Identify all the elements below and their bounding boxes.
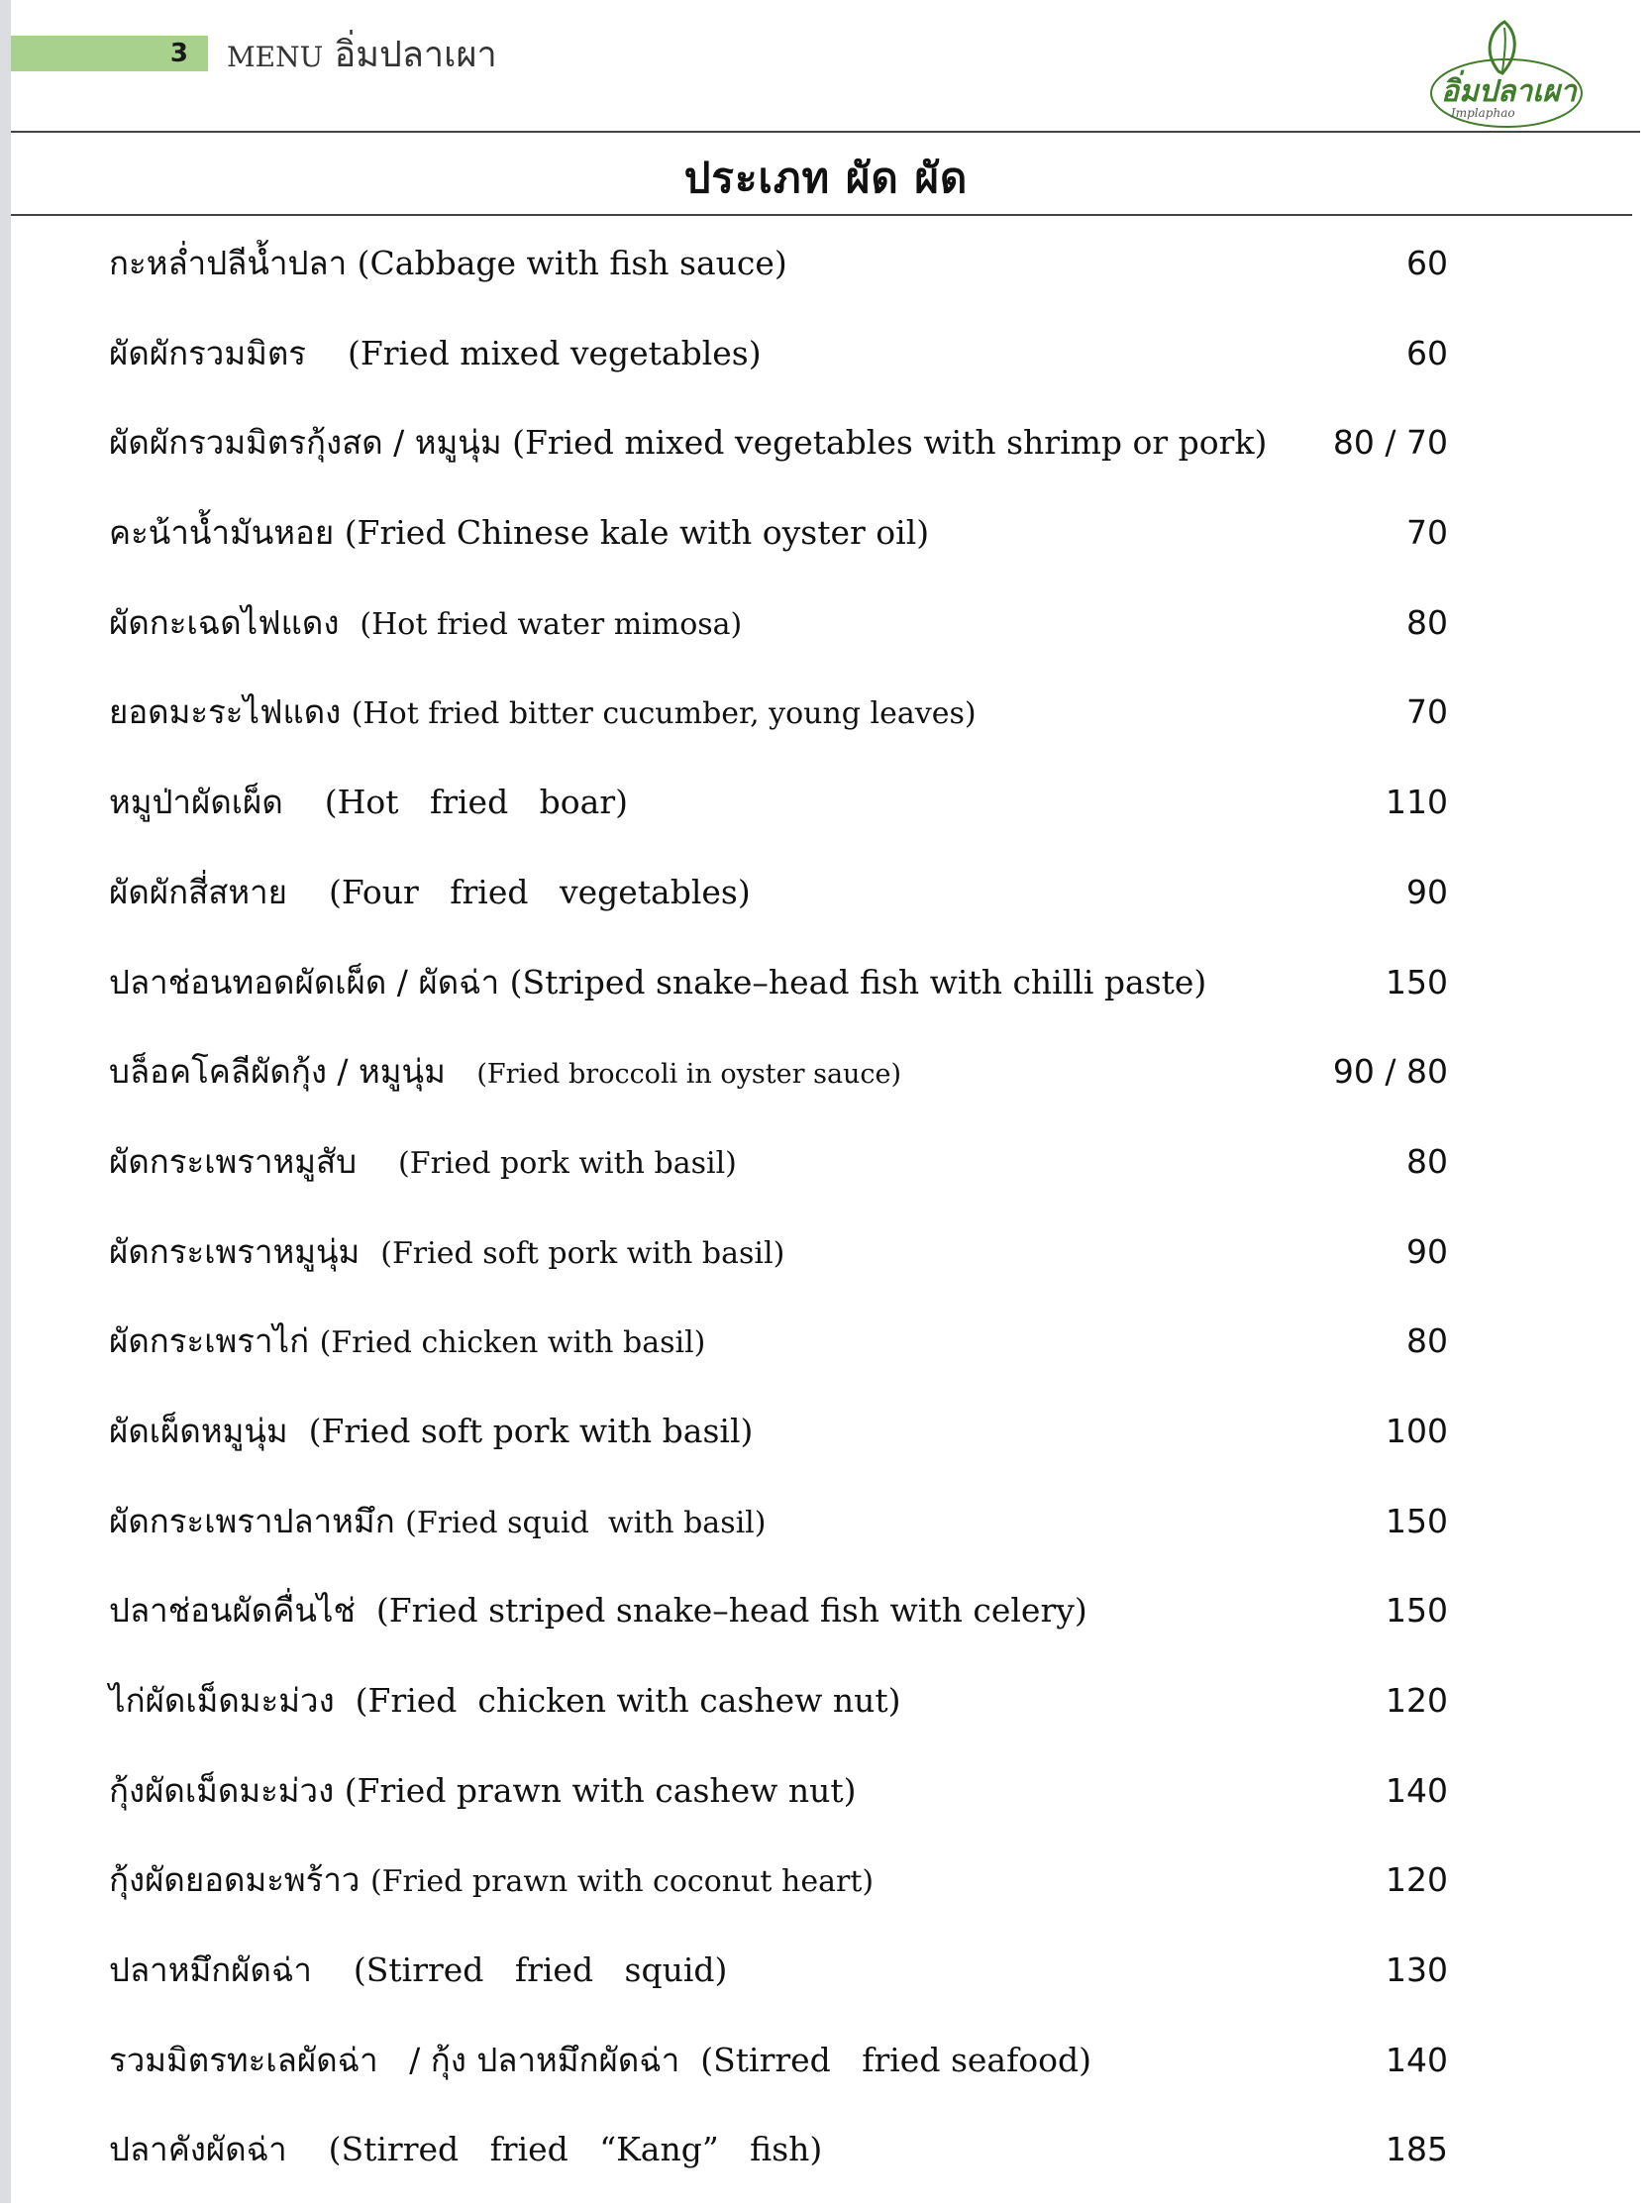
menu-item	[109, 775, 1448, 865]
menu-item	[109, 1044, 1448, 1134]
logo-text: อิ่มปลาเผา	[1441, 74, 1577, 109]
menu-item-english: (Four fried vegetables)	[328, 872, 751, 911]
menu-item-thai: ผัดกระเพราไก่	[109, 1321, 320, 1361]
menu-item-name	[109, 415, 1267, 471]
menu-item-name	[109, 775, 628, 830]
menu-item-price: 90	[1406, 1231, 1448, 1271]
menu-item-thai: ผัดผักรวมมิตร	[109, 333, 348, 372]
menu-item-thai: ผัดกระเพราปลาหมึก	[109, 1501, 406, 1540]
menu-item-english: (Hot fried water mimosa)	[360, 606, 743, 642]
menu-item-thai: ผัดกระเพราหมูสับ	[109, 1141, 399, 1181]
menu-item-name	[109, 1583, 1087, 1638]
menu-item-thai: ผัดผักรวมมิตรกุ้งสด / หมูนุ่ม	[109, 423, 513, 463]
menu-item	[109, 1314, 1448, 1404]
menu-item-price: 130	[1386, 1950, 1448, 1990]
menu-item	[109, 955, 1448, 1045]
menu-item	[109, 1583, 1448, 1673]
menu-restaurant-name: อิ่มปลาเผา	[334, 35, 497, 75]
menu-item-name	[109, 1943, 727, 1998]
menu-item-price: 90	[1406, 872, 1448, 911]
menu-item-english: (Fried striped snake–head fish with celery)	[375, 1591, 1087, 1631]
menu-item-name	[109, 1494, 766, 1551]
menu-item-thai: ผัดผักสี่สหาย	[109, 872, 329, 911]
menu-item	[109, 1852, 1448, 1943]
menu-item-english: (Fried pork with basil)	[398, 1145, 737, 1181]
menu-item	[109, 1763, 1448, 1853]
menu-item-price: 70	[1406, 513, 1448, 553]
menu-item-name	[109, 505, 929, 561]
menu-item-english: (Fried prawn with cashew nut)	[344, 1770, 857, 1810]
menu-item-english: (Fried chicken with cashew nut)	[355, 1681, 901, 1720]
menu-item-price: 120	[1386, 1681, 1448, 1720]
menu-item-english: (Fried prawn with coconut heart)	[369, 1864, 875, 1900]
menu-item-thai: ยอดมะระไฟแดง	[109, 692, 352, 732]
menu-item-thai: หมูป่าผัดเผ็ด	[109, 783, 325, 822]
menu-item	[109, 1673, 1448, 1763]
menu-item-price: 80	[1406, 602, 1448, 642]
menu-item-thai: กะหล่ำปลีน้ำปลา	[109, 244, 358, 282]
menu-item-price: 120	[1386, 1860, 1448, 1900]
menu-item-english: (Stirred fried seafood)	[700, 2040, 1092, 2079]
menu-item-name	[109, 1404, 753, 1459]
menu-item-name	[109, 2033, 1091, 2088]
section-title: ประเภท ผัด ผัด	[683, 154, 969, 202]
menu-item	[109, 2033, 1448, 2123]
menu-item-english: (Fried squid with basil)	[405, 1505, 767, 1540]
menu-item-english: (Fried chicken with basil)	[319, 1325, 706, 1361]
menu-item-price: 60	[1406, 333, 1448, 372]
menu-item	[109, 415, 1448, 505]
menu-item-price: 140	[1386, 2040, 1448, 2079]
menu-item-english: (Fried mixed vegetables)	[347, 333, 762, 372]
menu-item	[109, 1494, 1448, 1584]
menu-item-name	[109, 1044, 901, 1103]
menu-item-thai: ผัดกะเฉดไฟแดง	[109, 602, 361, 642]
menu-item-name	[109, 685, 977, 742]
header-divider	[11, 131, 1640, 133]
menu-item	[109, 1224, 1448, 1315]
menu-item-thai: ปลาหมึกผัดฉ่า	[109, 1950, 354, 1990]
menu-item-thai: คะน้าน้ำมันหอย	[109, 513, 345, 553]
menu-item-price: 150	[1386, 1591, 1448, 1631]
menu-item-thai: ผัดเผ็ดหมูนุ่ม	[109, 1411, 309, 1450]
menu-item-price: 185	[1386, 2130, 1448, 2169]
menu-item-thai: กุ้งผัดเม็ดมะม่วง	[109, 1770, 345, 1810]
menu-item	[109, 685, 1448, 775]
menu-item-list	[109, 236, 1448, 2212]
menu-label: MENU	[227, 41, 324, 73]
menu-item-english: (Fried broccoli in oyster sauce)	[476, 1059, 902, 1091]
page-number-band: 3	[11, 36, 208, 71]
menu-item-price: 80 / 70	[1332, 423, 1448, 463]
menu-item-name	[109, 865, 751, 920]
menu-item-thai: ผัดกระเพราหมูนุ่ม	[109, 1231, 381, 1271]
menu-item-name	[109, 1852, 874, 1910]
menu-item-name	[109, 1673, 901, 1729]
menu-item-english: (Stirred fried “Kang” fish)	[328, 2130, 823, 2169]
menu-item-price: 90 / 80	[1332, 1052, 1448, 1092]
menu-item-name	[109, 595, 742, 653]
menu-item-thai: รวมมิตรทะเลผัดฉ่า / กุ้ง ปลาหมึกผัดฉ่า	[109, 2040, 701, 2079]
menu-item	[109, 1134, 1448, 1224]
menu-item-price: 70	[1406, 692, 1448, 732]
menu-item-price: 110	[1386, 783, 1448, 822]
menu-item-thai: ปลาช่อนทอดผัดเผ็ด / ผัดฉ่า	[109, 962, 510, 1001]
menu-item-english: (Hot fried bitter cucumber, young leaves)	[351, 696, 977, 732]
menu-item-thai: บล็อคโคลีผัดกุ้ง / หมูนุ่ม	[109, 1052, 477, 1092]
menu-item-name	[109, 236, 787, 291]
menu-item-price: 60	[1406, 244, 1448, 282]
restaurant-logo	[1427, 18, 1586, 133]
menu-item-english: (Striped snake–head fish with chilli paste)	[509, 962, 1207, 1001]
menu-item-english: (Fried mixed vegetables with shrimp or pork)	[512, 423, 1268, 463]
menu-item-name	[109, 1763, 857, 1819]
menu-item	[109, 2122, 1448, 2212]
menu-item-name	[109, 2122, 822, 2177]
menu-item	[109, 326, 1448, 416]
menu-item-thai: ไก่ผัดเม็ดมะม่วง	[109, 1681, 356, 1720]
left-page-edge	[0, 0, 11, 2203]
menu-item-english: (Stirred fried squid)	[353, 1950, 728, 1990]
menu-item-name	[109, 1224, 784, 1282]
menu-item	[109, 505, 1448, 595]
menu-item	[109, 865, 1448, 955]
menu-item-name	[109, 955, 1206, 1010]
menu-item-price: 80	[1406, 1321, 1448, 1361]
menu-item	[109, 1943, 1448, 2033]
menu-item	[109, 1404, 1448, 1494]
logo-subtext: Implaphao	[1451, 106, 1515, 120]
menu-item-thai: ปลาช่อนผัดคื่นไช่	[109, 1591, 376, 1631]
menu-item-name	[109, 1134, 737, 1192]
menu-title	[227, 34, 497, 79]
menu-item-price: 150	[1386, 1501, 1448, 1540]
menu-item-price: 80	[1406, 1141, 1448, 1181]
menu-item-price: 150	[1386, 962, 1448, 1001]
menu-item-price: 100	[1386, 1411, 1448, 1450]
menu-item-english: (Hot fried boar)	[324, 783, 628, 822]
menu-item-name	[109, 326, 762, 381]
menu-item	[109, 236, 1448, 326]
menu-item-english: (Fried soft pork with basil)	[380, 1235, 785, 1271]
menu-item-english: (Fried soft pork with basil)	[308, 1411, 754, 1450]
menu-item-thai: กุ้งผัดยอดมะพร้าว	[109, 1860, 370, 1900]
menu-item-english: (Fried Chinese kale with oyster oil)	[344, 513, 930, 553]
page-header	[11, 0, 1652, 133]
menu-item-name	[109, 1314, 705, 1371]
menu-item-price: 140	[1386, 1770, 1448, 1810]
menu-item	[109, 595, 1448, 685]
section-divider	[11, 214, 1632, 216]
menu-item-thai: ปลาคังผัดฉ่า	[109, 2130, 329, 2169]
menu-item-english: (Cabbage with fish sauce)	[357, 244, 787, 282]
